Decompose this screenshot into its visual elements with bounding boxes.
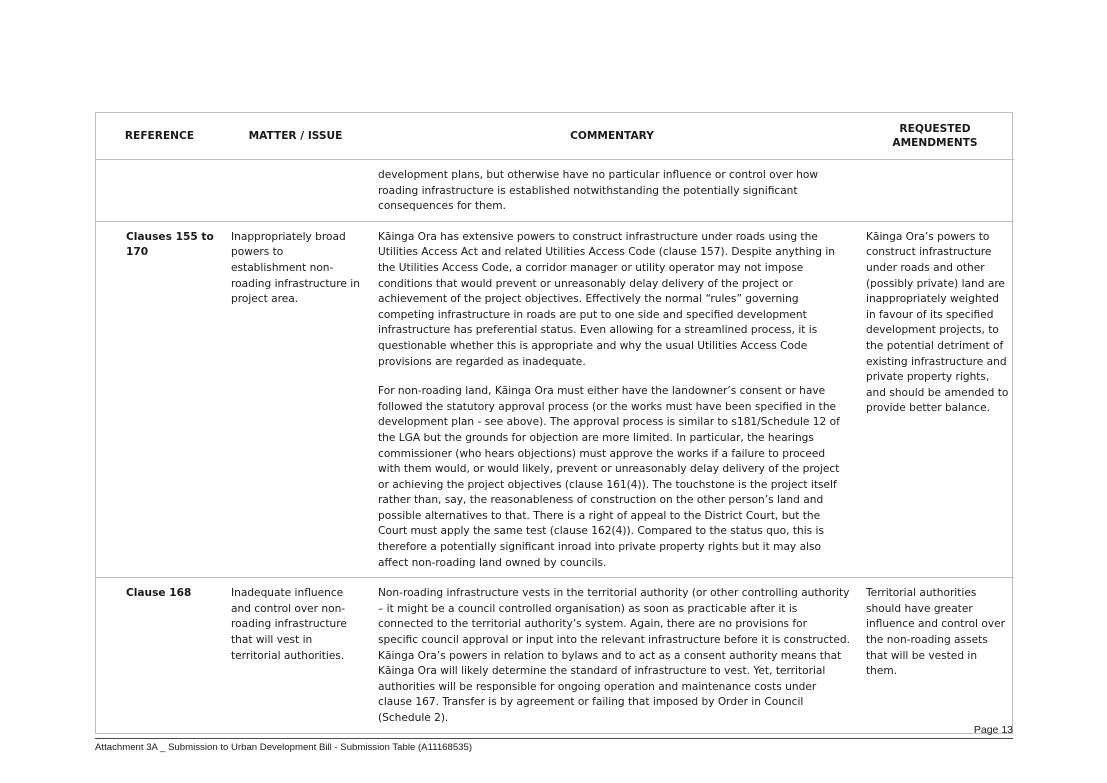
footer-attachment-caption: Attachment 3A _ Submission to Urban Development Bill - Submission Table (A11168535) — [95, 742, 473, 753]
commentary-paragraph: For non-roading land, Kāinga Ora must either have the landowner’s consent or have followed the statutory approval process (or the works must have been specified in the development plan - see above). The approval process is similar to s181/Schedule 12 of the LGA but the grounds for objection are more limited. In particular, the hearings commissioner (who hears objections) must approve the works if a failure to proceed with them would, or would likely, prevent or unreasonably delay delivery of the project or achieving the project objectives (clause 161(4)). The touchstone is the project itself rather than, say, the reasonableness of construction on the other person’s land and possible alternatives to that. There is a right of appeal to the District Court, but the Court must apply the same test (clause 162(4)). Compared to the status quo, this is therefore a potentially significant inroad into private property rights but it may also affect non-roading land owned by councils. — [378, 385, 840, 569]
table-row — [96, 160, 1014, 222]
cell-requested: Kāinga Ora’s powers to construct infrastructure under roads and other (possibly private) land are inappropriately weighted in favour of its specified development projects, to the potential detriment of existing infrastructure and private property rights, and should be amended to provide better balance. — [866, 230, 1009, 415]
cell-commentary — [368, 221, 856, 577]
header-requested-amendments: REQUESTED AMENDMENTS — [856, 113, 1014, 160]
cell-matter: Inadequate influence and control over non-roading infrastructure that will vest in territorial authorities. — [231, 587, 347, 662]
table-row — [96, 578, 1014, 733]
header-reference: REFERENCE — [96, 113, 223, 160]
cell-reference — [96, 160, 223, 222]
page-number: Page 13 — [973, 724, 1013, 736]
submission-table — [96, 113, 1014, 733]
footer-divider — [95, 738, 1013, 739]
commentary-paragraph: Non-roading infrastructure vests in the territorial authority (or other controlling authority – it might be a council controlled organisation) as soon as practicable after it is connected to the territorial authority’s system. Again, there are no provisions for specific council approval or input into the relevant infrastructure before it is constructed. Kāinga Ora’s powers in relation to bylaws and to act as a consent authority means that Kāinga Ora will likely determine the standard of infrastructure to vest. Yet, territorial authorities will be responsible for ongoing operation and maintenance costs under clause 167. Transfer is by agreement or failing that imposed by Order in Council (Schedule 2). — [378, 587, 850, 724]
commentary-paragraph: development plans, but otherwise have no particular influence or control over how roading infrastructure is established notwithstanding the potentially significant consequences for them. — [378, 169, 818, 213]
submission-table-frame — [95, 112, 1013, 734]
commentary-paragraph: Kāinga Ora has extensive powers to construct infrastructure under roads using the Utilities Access Act and related Utilities Access Code (clause 157). Despite anything in the Utilities Access Code, a corridor manager or utility operator may not impose conditions that would prevent or unreasonably delay delivery of the project or achievement of the project objectives. Effectively the normal “rules” governing competing infrastructure in roads are put to one side and specified development infrastructure has preferential status. Even allowing for a streamlined process, it is questionable whether this is appropriate and why the usual Utilities Access Code provisions are regarded as inadequate. — [378, 230, 836, 368]
cell-matter: Inappropriately broad powers to establishment non-roading infrastructure in project area. — [231, 230, 360, 306]
cell-matter — [223, 160, 368, 222]
cell-commentary — [368, 160, 856, 222]
cell-commentary — [368, 578, 856, 733]
cell-reference: Clauses 155 to 170 — [126, 230, 214, 259]
cell-requested: Territorial authorities should have greater influence and control over the non-roading assets that will be vested in them. — [866, 587, 1005, 678]
cell-reference: Clause 168 — [126, 587, 192, 600]
header-commentary: COMMENTARY — [368, 113, 856, 160]
cell-requested — [856, 160, 1014, 222]
table-header-row — [96, 113, 1014, 160]
header-matter-issue: MATTER / ISSUE — [223, 113, 368, 160]
table-row — [96, 221, 1014, 577]
